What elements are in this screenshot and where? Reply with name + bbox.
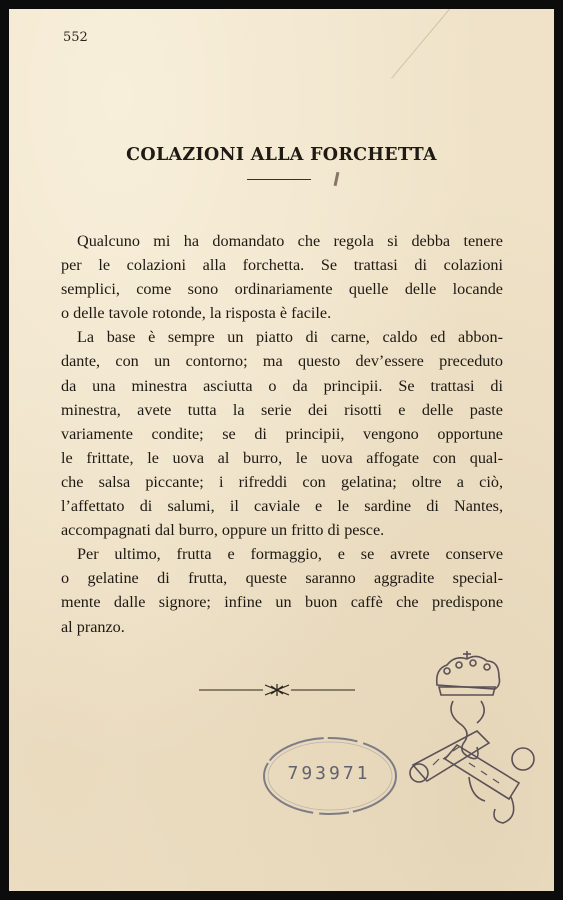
- text-line: che salsa piccante; i rifreddi con gelatina; oltre a ciò,: [61, 472, 503, 491]
- text-line: minestra, avete tutta la serie dei risotti e delle paste: [61, 400, 503, 419]
- inventory-number: 793971: [287, 763, 371, 784]
- text-line: variamente condite; se di principii, vengono opportune: [61, 424, 503, 443]
- paragraph-1: [61, 229, 503, 325]
- text-line: per le colazioni alla forchetta. Se trattasi di colazioni: [61, 256, 503, 275]
- text-line: o delle tavole rotonde, la risposta è facile.: [61, 304, 332, 323]
- chapter-title: COLAZIONI ALLA FORCHETTA: [126, 145, 437, 165]
- title-rule: [247, 179, 311, 180]
- text-line: o gelatine di frutta, queste saranno aggradite special-: [61, 569, 503, 588]
- paragraph-3: [61, 542, 503, 638]
- book-page: [9, 9, 554, 891]
- text-line: da una minestra asciutta o da principii. Se trattasi di: [61, 376, 503, 395]
- page-fold-crease: [391, 9, 450, 79]
- text-line: l’affettato di salumi, il caviale e le sardine di Nantes,: [61, 497, 503, 516]
- section-divider-ornament: [199, 682, 355, 698]
- paragraph-2: [61, 325, 503, 542]
- page-number: 552: [63, 30, 88, 45]
- library-crest-stamp: [399, 647, 544, 832]
- text-line: dante, con un contorno; ma questo dev’essere preceduto: [61, 352, 503, 371]
- text-line: semplici, come sono ordinariamente quelle delle locande: [61, 280, 503, 299]
- text-line: Qualcuno mi ha domandato che regola si debba tenere: [77, 232, 503, 250]
- text-line: La base è sempre un piatto di carne, caldo ed abbon-: [77, 328, 503, 347]
- body-text: [61, 229, 503, 639]
- text-line: al pranzo.: [61, 617, 125, 636]
- ink-mark: [334, 172, 340, 186]
- text-line: mente dalle signore; infine un buon caffè che predispone: [61, 593, 503, 612]
- text-line: le frittate, le uova al burro, le uova affogate con qual-: [61, 448, 503, 467]
- text-line: accompagnati dal burro, oppure un fritto di pesce.: [61, 521, 385, 540]
- text-line: Per ultimo, frutta e formaggio, e se avrete conserve: [77, 545, 503, 564]
